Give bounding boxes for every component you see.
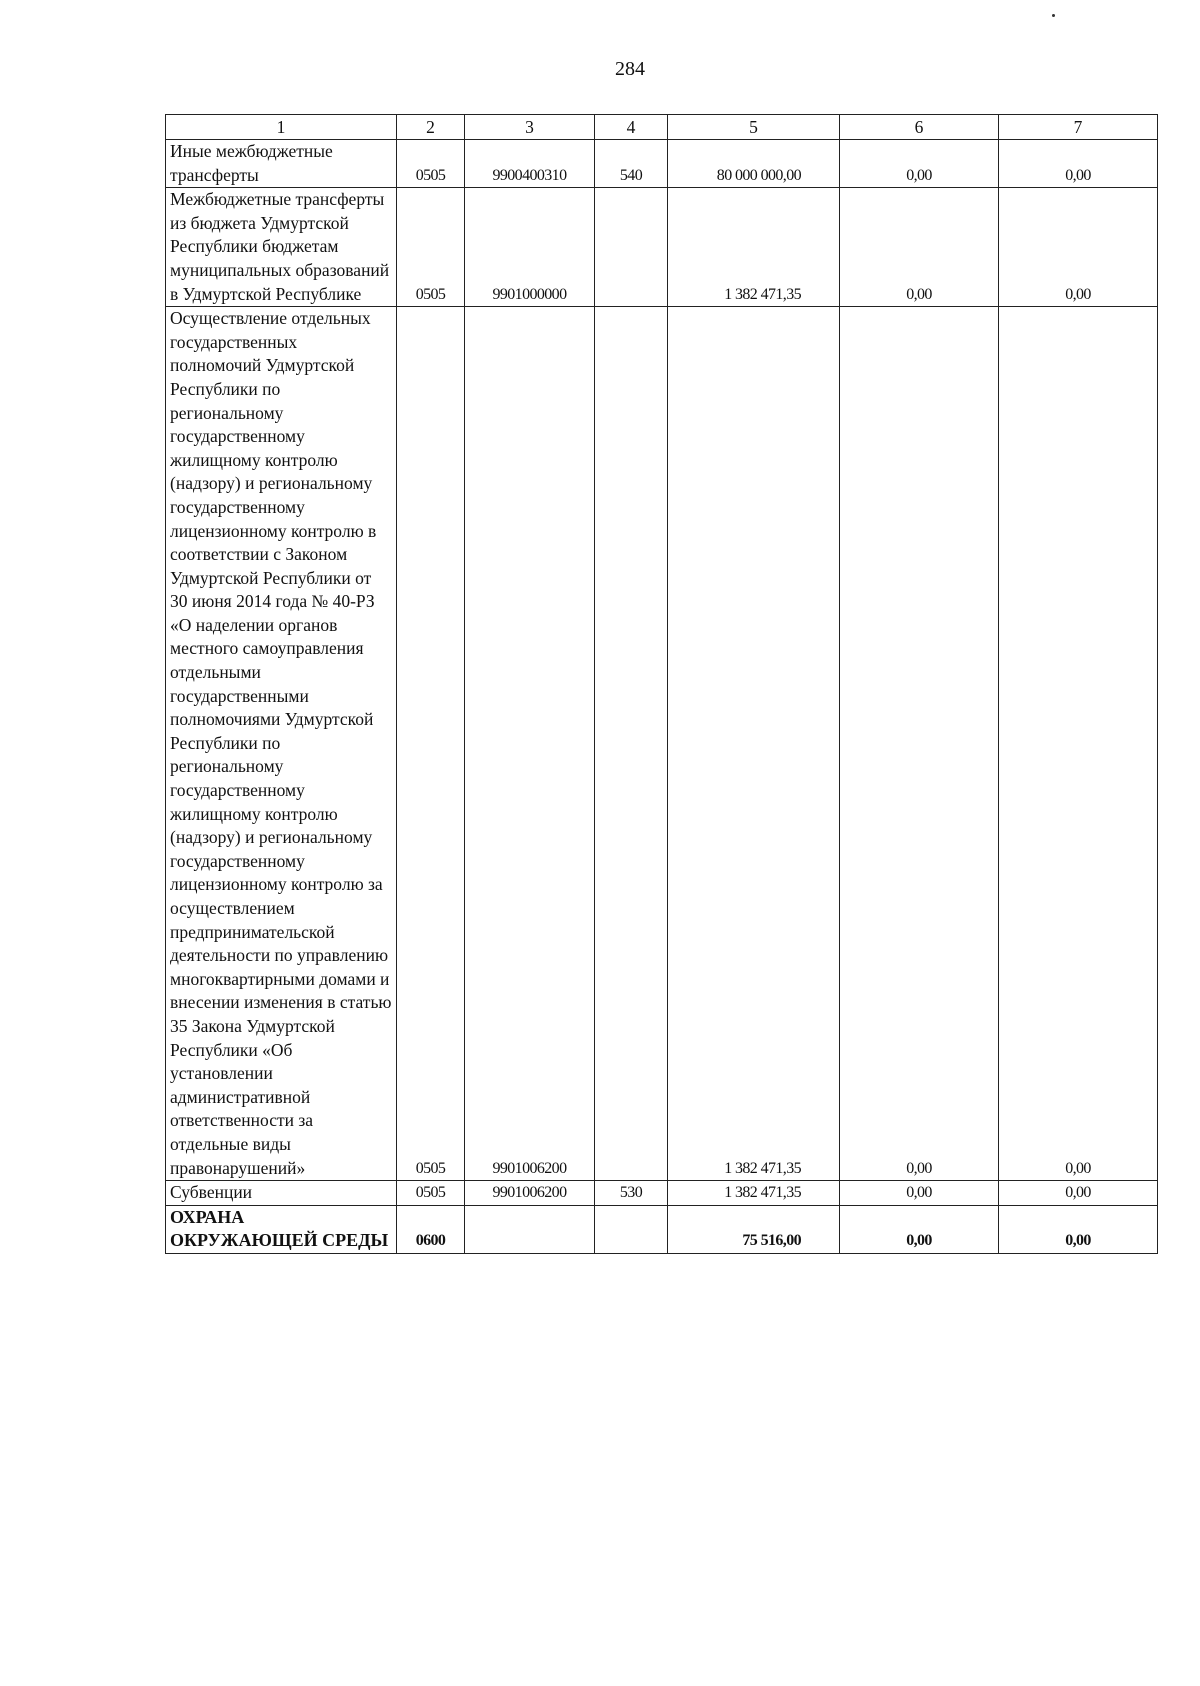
scan-speck bbox=[1052, 14, 1055, 17]
column-header: 5 bbox=[668, 115, 840, 140]
amount-cell: 0,00 bbox=[840, 140, 999, 188]
column-header: 2 bbox=[397, 115, 465, 140]
budget-table bbox=[165, 114, 1158, 1254]
amount-cell: 80 000 000,00 bbox=[668, 140, 840, 188]
amount-cell: 0,00 bbox=[999, 1181, 1158, 1206]
table-row bbox=[166, 307, 1158, 1181]
column-header: 3 bbox=[465, 115, 595, 140]
target-article-cell: 9901006200 bbox=[465, 1181, 595, 1206]
row-name-cell: Межбюджетные трансферты из бюджета Удмуртской Республики бюджетам муниципальных образований в Удмуртской Республике bbox=[166, 188, 397, 307]
target-article-cell: 9901000000 bbox=[465, 188, 595, 307]
target-article-cell: 9900400310 bbox=[465, 140, 595, 188]
expense-type-cell bbox=[595, 1205, 668, 1253]
table-row bbox=[166, 140, 1158, 188]
amount-cell: 0,00 bbox=[999, 307, 1158, 1181]
section-code-cell: 0505 bbox=[397, 140, 465, 188]
amount-cell: 0,00 bbox=[840, 1205, 999, 1253]
column-header: 1 bbox=[166, 115, 397, 140]
amount-cell: 1 382 471,35 bbox=[668, 1181, 840, 1206]
column-header: 4 bbox=[595, 115, 668, 140]
column-header: 7 bbox=[999, 115, 1158, 140]
row-name-cell: Иные межбюджетные трансферты bbox=[166, 140, 397, 188]
table-header-row bbox=[166, 115, 1158, 140]
amount-cell: 0,00 bbox=[999, 1205, 1158, 1253]
table-row bbox=[166, 188, 1158, 307]
expense-type-cell bbox=[595, 188, 668, 307]
amount-cell: 0,00 bbox=[840, 188, 999, 307]
amount-cell: 0,00 bbox=[999, 188, 1158, 307]
expense-type-cell: 530 bbox=[595, 1181, 668, 1206]
table-row bbox=[166, 1181, 1158, 1206]
page-number: 284 bbox=[615, 58, 645, 80]
section-code-cell: 0600 bbox=[397, 1205, 465, 1253]
amount-cell: 75 516,00 bbox=[668, 1205, 840, 1253]
section-code-cell: 0505 bbox=[397, 307, 465, 1181]
row-name-cell: Субвенции bbox=[166, 1181, 397, 1206]
section-code-cell: 0505 bbox=[397, 1181, 465, 1206]
target-article-cell: 9901006200 bbox=[465, 307, 595, 1181]
amount-cell: 1 382 471,35 bbox=[668, 307, 840, 1181]
row-name-cell: Осуществление отдельных государственных полномочий Удмуртской Республики по региональному государственному жилищному контролю (надзору) и региональному государственному лицензионному контролю в соответствии с Законом Удмуртской Республики от 30 июня 2014 года № 40-РЗ «О наделении органов местного самоуправления отдельными государственными полномочиями Удмуртской Республики по региональному государственному жилищному контролю (надзору) и региональному государственному лицензионному контролю за осуществлением предпринимательской деятельности по управлению многоквартирными домами и внесении изменения в статью 35 Закона Удмуртской Республики «Об установлении административной ответственности за отдельные виды правонарушений» bbox=[166, 307, 397, 1181]
amount-cell: 0,00 bbox=[999, 140, 1158, 188]
row-name-cell: ОХРАНА ОКРУЖАЮЩЕЙ СРЕДЫ bbox=[166, 1205, 397, 1253]
table-row-section-total bbox=[166, 1205, 1158, 1253]
amount-cell: 1 382 471,35 bbox=[668, 188, 840, 307]
expense-type-cell bbox=[595, 307, 668, 1181]
column-header: 6 bbox=[840, 115, 999, 140]
amount-cell: 0,00 bbox=[840, 1181, 999, 1206]
amount-cell: 0,00 bbox=[840, 307, 999, 1181]
target-article-cell bbox=[465, 1205, 595, 1253]
section-code-cell: 0505 bbox=[397, 188, 465, 307]
expense-type-cell: 540 bbox=[595, 140, 668, 188]
